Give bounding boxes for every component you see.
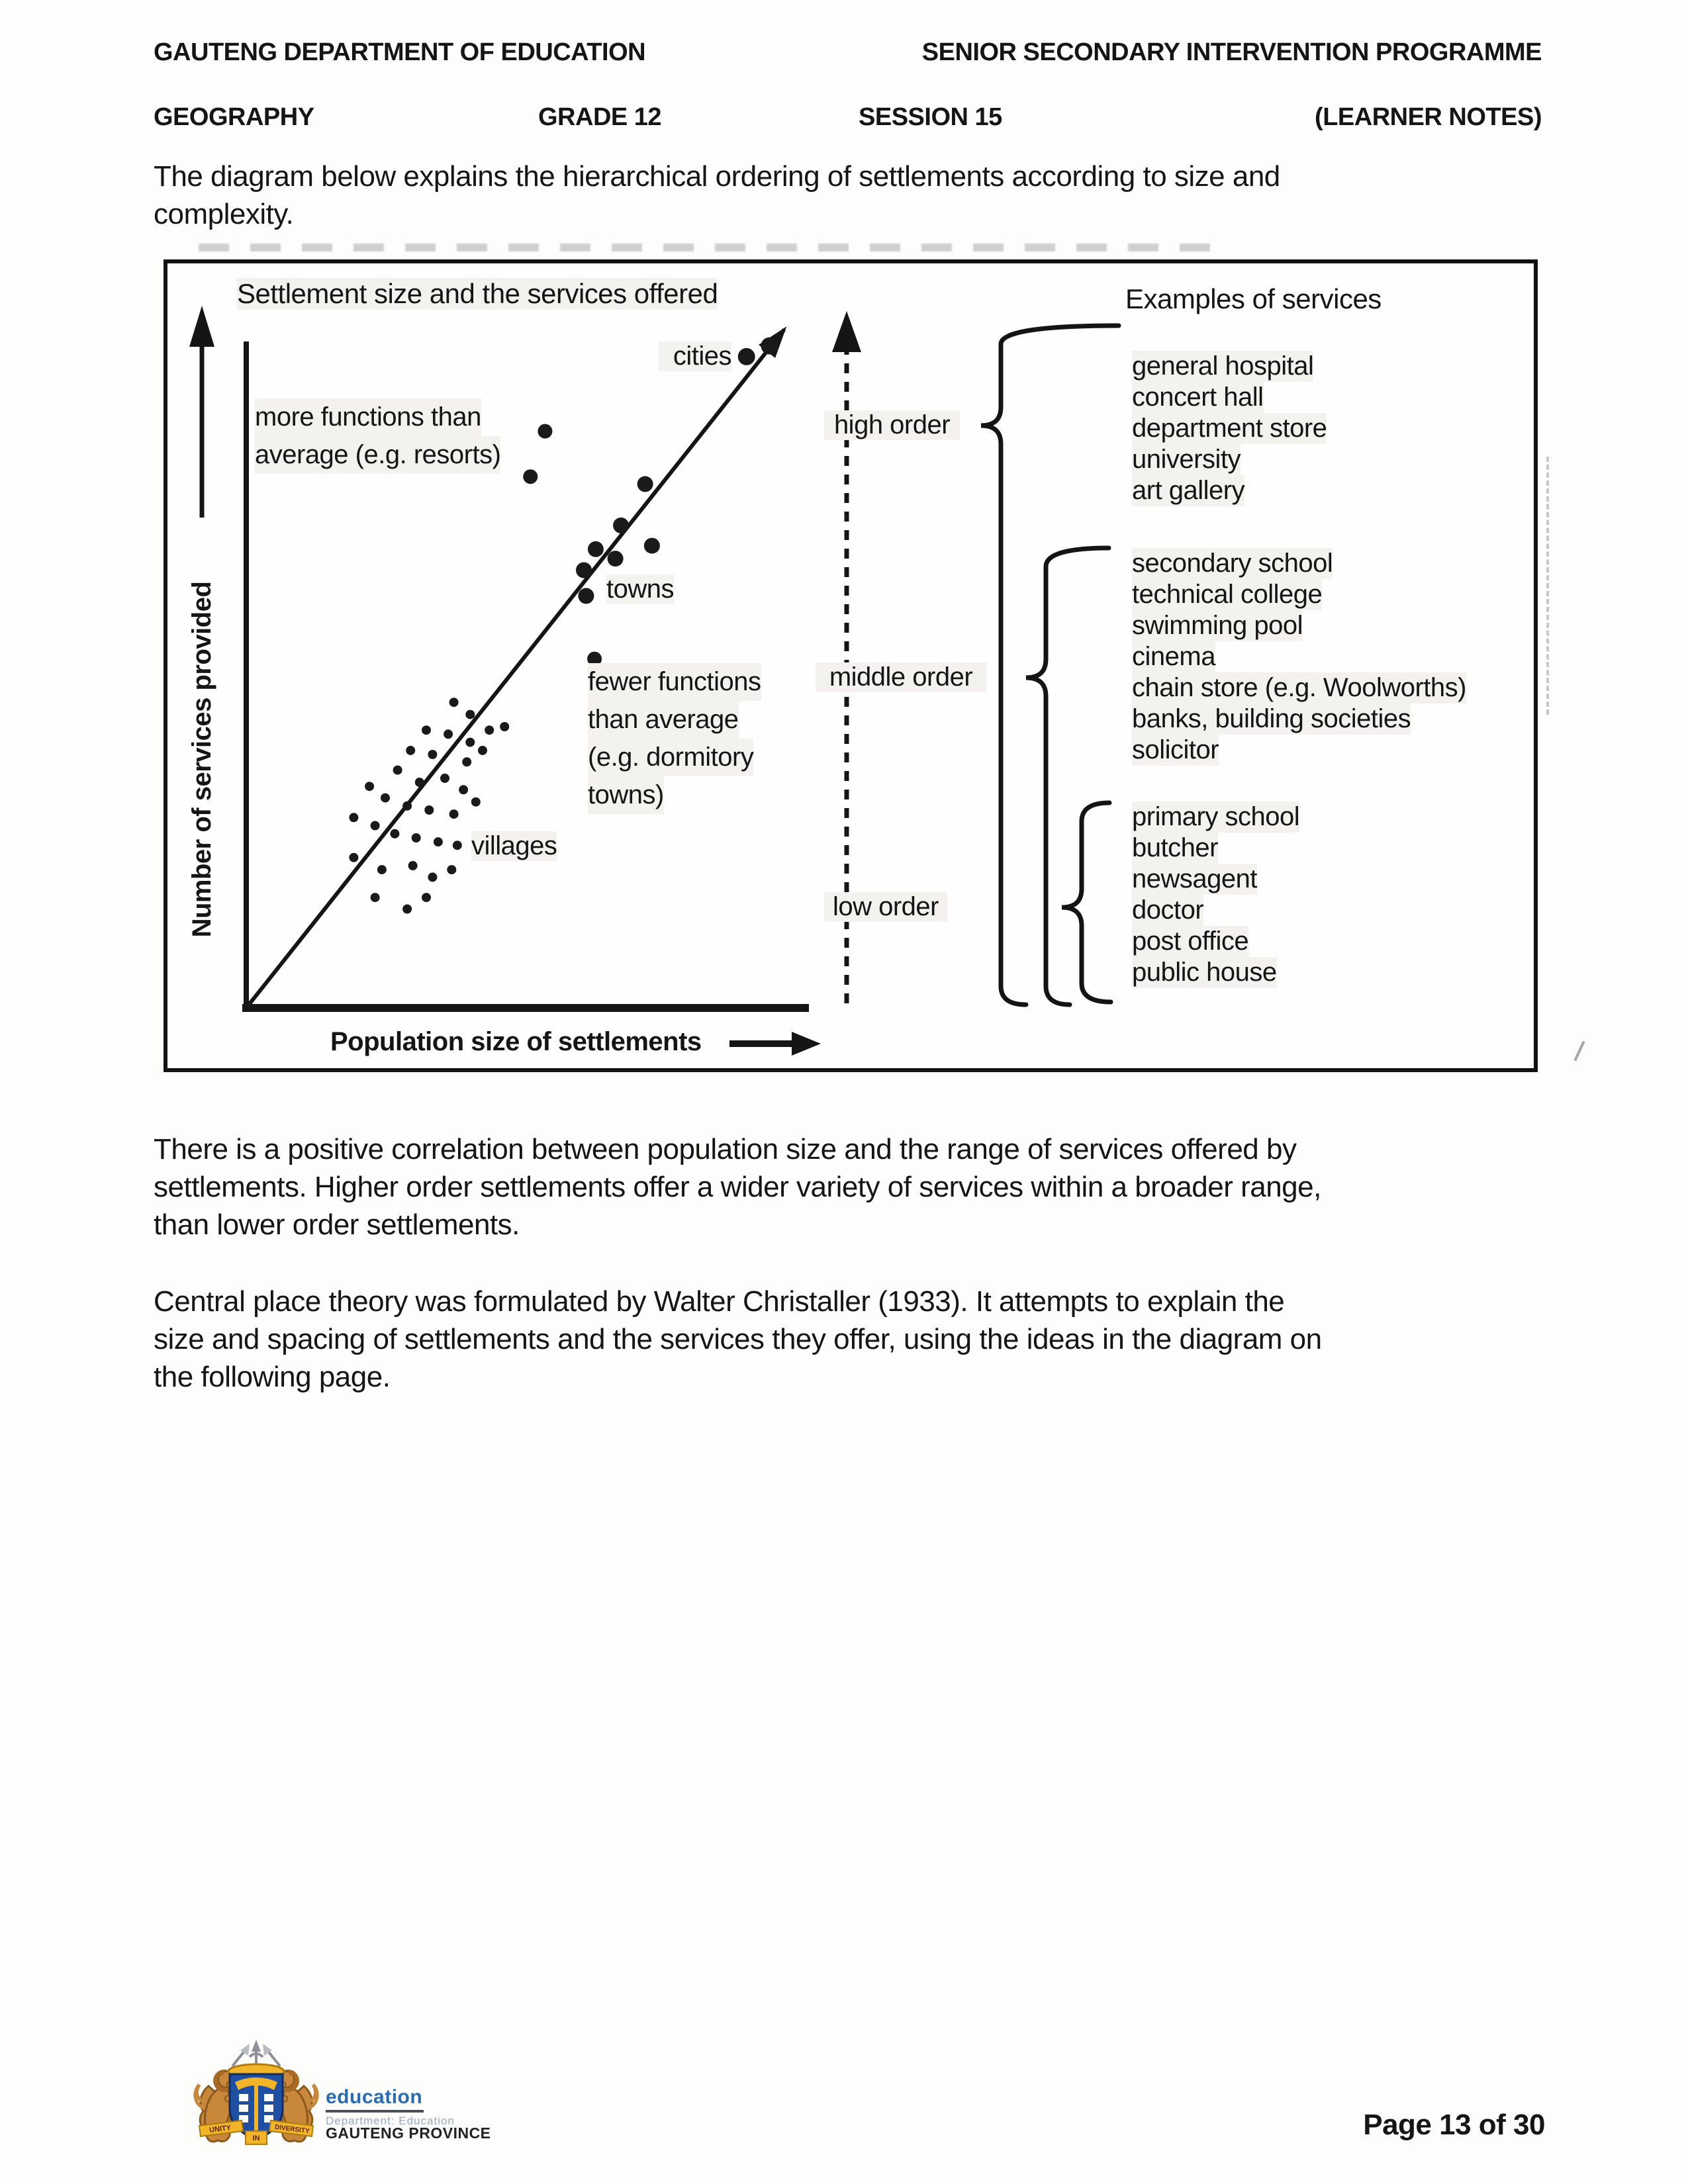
label-towns: towns <box>606 574 674 604</box>
scatter-dot-towns <box>576 563 592 578</box>
header-left: GAUTENG DEPARTMENT OF EDUCATION <box>154 38 646 66</box>
paragraph-correlation <box>154 1130 1564 1244</box>
scatter-dot-villages <box>485 725 494 735</box>
service-item: department store <box>1132 414 1327 443</box>
scatter-dot-villages <box>428 872 437 882</box>
low-order-services <box>1132 801 1299 988</box>
logo-department-text: Department: Education <box>326 2115 455 2127</box>
scatter-dot-villages <box>393 766 402 775</box>
logo-education-text: education <box>326 2086 423 2108</box>
scatter-dot-resorts <box>538 424 552 439</box>
service-item: swimming pool <box>1132 611 1303 640</box>
service-item: university <box>1132 445 1241 474</box>
annotation-line: fewer functions <box>588 663 761 701</box>
right-arrow-icon <box>792 1032 821 1056</box>
scatter-dot-villages <box>412 833 421 842</box>
low-order-brace <box>1062 803 1111 1002</box>
label-high-order: high order <box>824 410 960 440</box>
label-middle-order: middle order <box>816 662 986 692</box>
scatter-dot-cities <box>738 348 755 365</box>
scatter-dot-villages <box>408 861 418 870</box>
scatter-dot-towns <box>613 518 629 533</box>
scatter-dot-resorts <box>523 469 538 484</box>
scatter-dot-villages <box>444 729 453 739</box>
service-item: doctor <box>1132 895 1204 925</box>
motto-diversity: DIVERSITY <box>274 2123 310 2136</box>
logo-divider <box>326 2110 424 2113</box>
y-axis-label: Number of services provided <box>187 581 216 938</box>
scatter-dot-villages <box>462 757 471 766</box>
scatter-dot-villages <box>422 893 431 902</box>
scatter-dot-villages <box>424 805 434 815</box>
y-label-arrow <box>189 306 214 518</box>
service-item: newsagent <box>1132 864 1257 893</box>
intro-line: The diagram below explains the hierarchical ordering of settlements according to size and <box>154 160 1280 193</box>
scatter-dot-villages <box>402 905 412 914</box>
service-item: cinema <box>1132 642 1215 671</box>
intro-line: complexity. <box>154 198 294 230</box>
scatter-dot-villages <box>465 738 475 747</box>
service-item: secondary school <box>1132 549 1333 578</box>
paragraph-central-place <box>154 1283 1564 1396</box>
label-cities: cities <box>659 341 731 371</box>
scatter-dot-cities <box>761 338 778 355</box>
scatter-dot-villages <box>440 774 449 783</box>
high-order-brace <box>981 326 1119 1005</box>
paragraph-line: There is a positive correlation between population size and the range of services offered by <box>154 1133 1297 1165</box>
scatter-dot-villages <box>449 698 459 707</box>
scatter-dot-towns <box>644 538 660 554</box>
annotation-line: more functions than <box>255 398 481 436</box>
scatter-dot-villages <box>422 725 431 735</box>
up-arrow-icon <box>189 306 214 347</box>
header-session: SESSION 15 <box>859 103 1002 131</box>
scatter-dot-villages <box>453 841 462 850</box>
header-notes: (LEARNER NOTES) <box>1315 103 1542 131</box>
service-item: banks, building societies <box>1132 704 1411 733</box>
scatter-dot-villages <box>434 837 443 846</box>
annotation-line: than average <box>588 701 739 739</box>
paragraph-line: than lower order settlements. <box>154 1208 520 1241</box>
label-fewer-functions <box>588 663 761 814</box>
motto-unity: UNITY <box>209 2124 232 2134</box>
service-item: art gallery <box>1132 476 1245 505</box>
service-item: chain store (e.g. Woolworths) <box>1132 673 1466 702</box>
label-more-functions <box>255 398 500 474</box>
scatter-dot-villages <box>465 710 475 719</box>
scatter-dot-villages <box>459 785 468 794</box>
paragraph-line: Central place theory was formulated by Walter Christaller (1933). It attempts to explain the <box>154 1285 1285 1318</box>
annotation-line: towns) <box>588 776 664 814</box>
logo-province-text: GAUTENG PROVINCE <box>326 2124 491 2142</box>
paragraph-line: the following page. <box>154 1361 391 1393</box>
scatter-dot-villages <box>349 853 358 862</box>
scatter-dot-villages <box>377 865 387 874</box>
scatter-dot-towns <box>578 588 594 604</box>
x-label-arrow <box>729 1032 821 1056</box>
scatter-dot-towns <box>608 551 624 567</box>
service-item: technical college <box>1132 580 1323 609</box>
gauteng-coat-of-arms <box>195 2040 317 2144</box>
service-item: primary school <box>1132 802 1300 831</box>
motto-in: IN <box>252 2134 260 2142</box>
label-villages: villages <box>471 831 557 860</box>
scatter-dot-towns <box>588 541 604 557</box>
service-item: concert hall <box>1132 383 1264 412</box>
middle-order-brace <box>1026 548 1109 1005</box>
service-item: solicitor <box>1132 735 1219 764</box>
middle-order-services <box>1132 548 1466 766</box>
label-low-order: low order <box>824 892 947 922</box>
scatter-dot-villages <box>415 778 424 787</box>
scatter-dot-villages <box>447 865 456 874</box>
paragraph-line: settlements. Higher order settlements offer a wider variety of services within a broader range, <box>154 1171 1321 1203</box>
service-item: public house <box>1132 958 1277 987</box>
x-axis-label: Population size of settlements <box>330 1027 702 1056</box>
scatter-dot-villages <box>390 829 399 839</box>
annotation-line: (e.g. dormitory <box>588 739 753 776</box>
scatter-dot-villages <box>371 893 380 902</box>
scatter-dot-villages <box>381 794 390 803</box>
scatter-dot-villages <box>478 746 487 755</box>
scatter-dot-villages <box>371 821 380 831</box>
up-arrow-icon <box>832 311 861 352</box>
high-order-services <box>1132 351 1327 506</box>
scatter-dot-villages <box>449 809 459 819</box>
scatter-dot-villages <box>349 813 358 822</box>
header-grade: GRADE 12 <box>538 103 662 131</box>
diagram-title: Settlement size and the services offered <box>237 278 718 309</box>
page-number: Page 13 of 30 <box>1363 2109 1545 2141</box>
scatter-dot-villages <box>500 722 509 731</box>
header-right: SENIOR SECONDARY INTERVENTION PROGRAMME <box>921 38 1542 66</box>
service-item: general hospital <box>1132 351 1314 381</box>
scatter-dot-villages <box>365 782 374 791</box>
scatter-dot-villages <box>406 746 415 755</box>
service-item: post office <box>1132 927 1249 956</box>
examples-heading: Examples of services <box>1125 283 1382 314</box>
scatter-dot-villages <box>471 797 481 807</box>
scatter-dot-villages <box>428 750 437 759</box>
scatter-dot-towns <box>637 476 653 492</box>
header-subject: GEOGRAPHY <box>154 103 314 131</box>
scatter-dot-villages <box>402 801 412 811</box>
paragraph-line: size and spacing of settlements and the services they offer, using the ideas in the diagram on <box>154 1323 1322 1355</box>
service-item: butcher <box>1132 833 1218 862</box>
annotation-line: average (e.g. resorts) <box>255 436 500 474</box>
